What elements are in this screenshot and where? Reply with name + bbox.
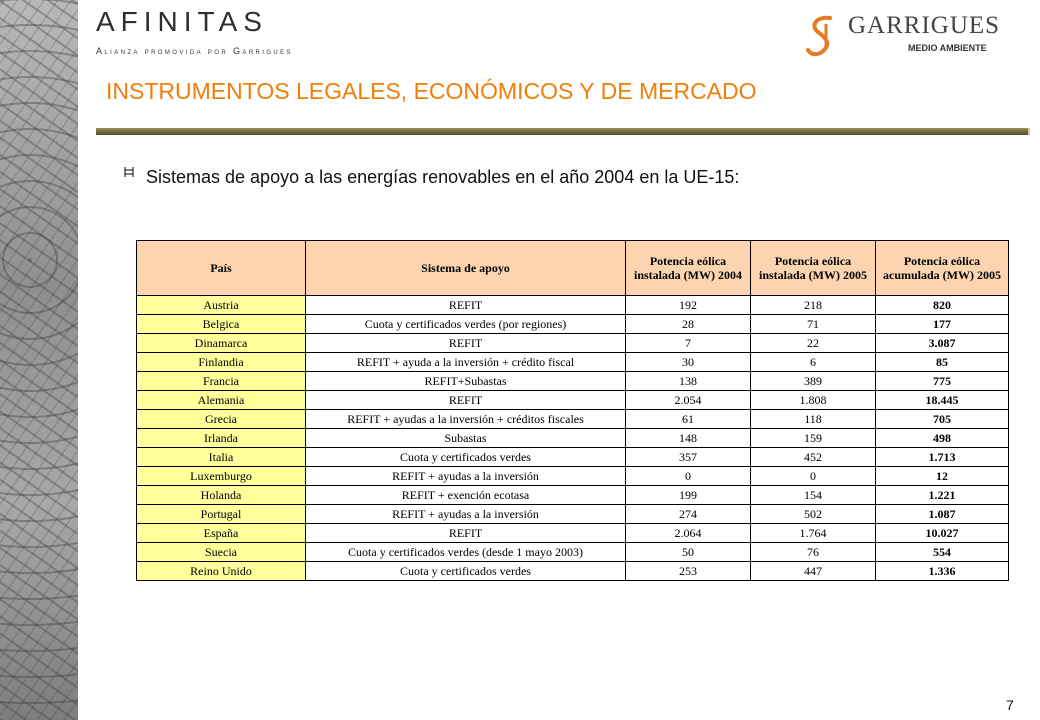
- table-row: [137, 448, 1009, 467]
- table-row: [137, 315, 1009, 334]
- cell-installed-2004: 61: [626, 410, 751, 429]
- cell-installed-2005: 118: [751, 410, 876, 429]
- cell-installed-2004: 2.064: [626, 524, 751, 543]
- cell-support-system: Cuota y certificados verdes (por regiones): [306, 315, 626, 334]
- cell-country: España: [137, 524, 306, 543]
- cell-installed-2004: 0: [626, 467, 751, 486]
- table-row: [137, 353, 1009, 372]
- cell-installed-2004: 28: [626, 315, 751, 334]
- cell-cumulative-2005: 18.445: [876, 391, 1009, 410]
- cell-installed-2005: 389: [751, 372, 876, 391]
- cell-installed-2005: 1.764: [751, 524, 876, 543]
- cell-installed-2005: 452: [751, 448, 876, 467]
- table-row: [137, 296, 1009, 315]
- cell-country: Belgica: [137, 315, 306, 334]
- cell-country: Dinamarca: [137, 334, 306, 353]
- cell-support-system: Cuota y certificados verdes: [306, 448, 626, 467]
- cell-support-system: REFIT + ayuda a la inversión + crédito fiscal: [306, 353, 626, 372]
- table-row: [137, 429, 1009, 448]
- cell-support-system: REFIT + ayudas a la inversión: [306, 505, 626, 524]
- decorative-stone-strip: [0, 0, 78, 720]
- cell-country: Alemania: [137, 391, 306, 410]
- cell-installed-2005: 447: [751, 562, 876, 581]
- cell-cumulative-2005: 1.336: [876, 562, 1009, 581]
- cell-installed-2005: 159: [751, 429, 876, 448]
- header-installed-2004: Potencia eólica instalada (MW) 2004: [626, 241, 751, 296]
- cell-installed-2004: 7: [626, 334, 751, 353]
- renewables-support-table: [136, 240, 1009, 581]
- cell-country: Luxemburgo: [137, 467, 306, 486]
- cell-cumulative-2005: 820: [876, 296, 1009, 315]
- cell-country: Italia: [137, 448, 306, 467]
- cell-country: Holanda: [137, 486, 306, 505]
- cell-support-system: REFIT: [306, 296, 626, 315]
- cell-cumulative-2005: 498: [876, 429, 1009, 448]
- header-support-system: Sistema de apoyo: [306, 241, 626, 296]
- cell-cumulative-2005: 1.087: [876, 505, 1009, 524]
- table-row: [137, 524, 1009, 543]
- table-row: [137, 410, 1009, 429]
- table-row: [137, 372, 1009, 391]
- header-country: País: [137, 241, 306, 296]
- cell-installed-2005: 76: [751, 543, 876, 562]
- table-row: [137, 543, 1009, 562]
- cell-cumulative-2005: 3.087: [876, 334, 1009, 353]
- cell-country: Irlanda: [137, 429, 306, 448]
- table-header-row: [137, 241, 1009, 296]
- cell-installed-2004: 192: [626, 296, 751, 315]
- cell-cumulative-2005: 554: [876, 543, 1009, 562]
- page-title: INSTRUMENTOS LEGALES, ECONÓMICOS Y DE MERCADO: [106, 78, 757, 104]
- cell-country: Portugal: [137, 505, 306, 524]
- cell-support-system: REFIT + ayudas a la inversión + créditos fiscales: [306, 410, 626, 429]
- garrigues-emblem-icon: [804, 14, 840, 58]
- cell-support-system: Subastas: [306, 429, 626, 448]
- afinitas-wordmark: AFINITAS: [96, 6, 268, 37]
- afinitas-logo: [96, 6, 326, 58]
- page-number: 7: [1006, 697, 1014, 713]
- cell-installed-2004: 199: [626, 486, 751, 505]
- table-row: [137, 334, 1009, 353]
- cell-cumulative-2005: 1.713: [876, 448, 1009, 467]
- cell-installed-2004: 30: [626, 353, 751, 372]
- cell-country: Grecia: [137, 410, 306, 429]
- garrigues-wordmark: GARRIGUES: [848, 12, 1001, 39]
- cell-installed-2005: 1.808: [751, 391, 876, 410]
- cell-cumulative-2005: 10.027: [876, 524, 1009, 543]
- table-row: [137, 505, 1009, 524]
- title-divider: [96, 128, 1030, 135]
- cell-installed-2004: 2.054: [626, 391, 751, 410]
- cell-installed-2005: 502: [751, 505, 876, 524]
- cell-cumulative-2005: 177: [876, 315, 1009, 334]
- cell-support-system: Cuota y certificados verdes: [306, 562, 626, 581]
- bullet-icon: [122, 165, 136, 179]
- cell-cumulative-2005: 12: [876, 467, 1009, 486]
- cell-installed-2004: 148: [626, 429, 751, 448]
- cell-installed-2004: 138: [626, 372, 751, 391]
- cell-support-system: REFIT: [306, 524, 626, 543]
- cell-installed-2005: 154: [751, 486, 876, 505]
- cell-country: Francia: [137, 372, 306, 391]
- cell-cumulative-2005: 85: [876, 353, 1009, 372]
- cell-cumulative-2005: 705: [876, 410, 1009, 429]
- cell-support-system: REFIT + exención ecotasa: [306, 486, 626, 505]
- cell-country: Reino Unido: [137, 562, 306, 581]
- cell-installed-2005: 22: [751, 334, 876, 353]
- cell-installed-2004: 253: [626, 562, 751, 581]
- table-row: [137, 562, 1009, 581]
- garrigues-logo: [804, 12, 1024, 62]
- header-installed-2005: Potencia eólica instalada (MW) 2005: [751, 241, 876, 296]
- cell-support-system: Cuota y certificados verdes (desde 1 mayo 2003): [306, 543, 626, 562]
- table-row: [137, 467, 1009, 486]
- cell-support-system: REFIT + ayudas a la inversión: [306, 467, 626, 486]
- cell-installed-2004: 357: [626, 448, 751, 467]
- afinitas-tagline: Alianza promovida por Garrigues: [96, 46, 293, 56]
- cell-installed-2005: 0: [751, 467, 876, 486]
- cell-country: Austria: [137, 296, 306, 315]
- cell-installed-2005: 218: [751, 296, 876, 315]
- cell-installed-2004: 274: [626, 505, 751, 524]
- cell-country: Suecia: [137, 543, 306, 562]
- cell-cumulative-2005: 775: [876, 372, 1009, 391]
- table-row: [137, 391, 1009, 410]
- garrigues-subtitle: MEDIO AMBIENTE: [908, 43, 987, 53]
- bullet-text: Sistemas de apoyo a las energías renovables en el año 2004 en la UE-15:: [146, 167, 740, 187]
- cell-cumulative-2005: 1.221: [876, 486, 1009, 505]
- cell-support-system: REFIT: [306, 391, 626, 410]
- cell-support-system: REFIT: [306, 334, 626, 353]
- cell-country: Finlandia: [137, 353, 306, 372]
- table-row: [137, 486, 1009, 505]
- cell-installed-2005: 6: [751, 353, 876, 372]
- cell-installed-2004: 50: [626, 543, 751, 562]
- header-cumulative-2005: Potencia eólica acumulada (MW) 2005: [876, 241, 1009, 296]
- cell-support-system: REFIT+Subastas: [306, 372, 626, 391]
- cell-installed-2005: 71: [751, 315, 876, 334]
